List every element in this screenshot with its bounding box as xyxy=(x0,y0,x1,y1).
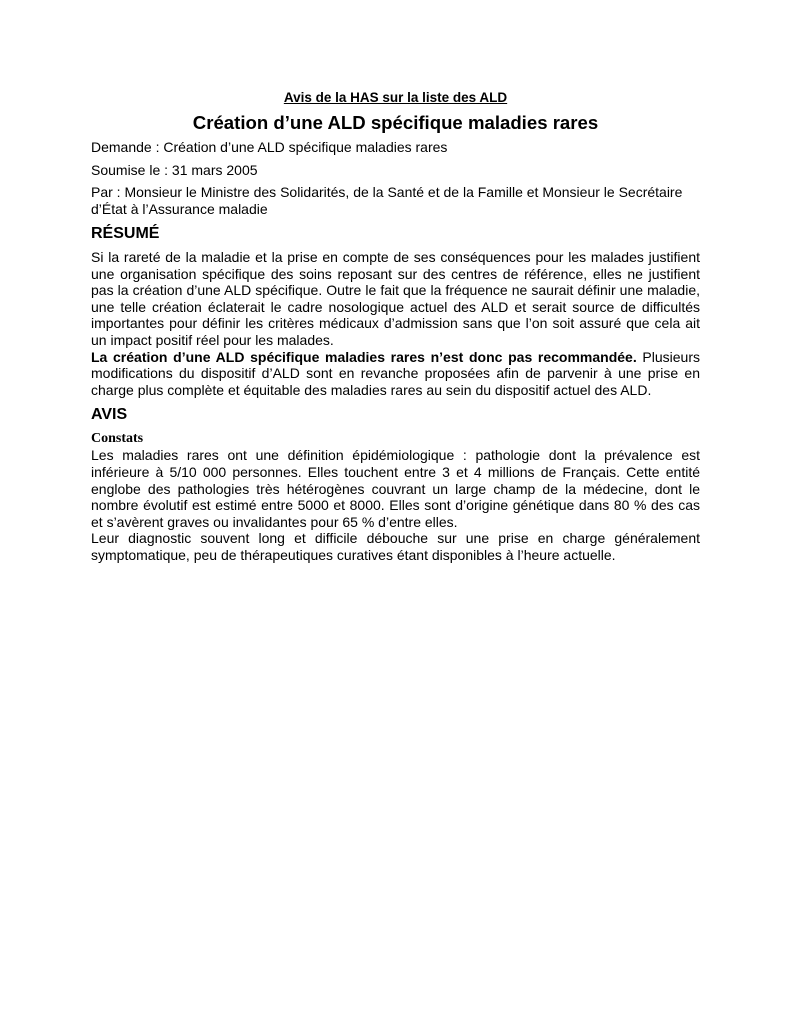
resume-paragraph-2 xyxy=(91,349,700,399)
resume-heading: RÉSUMÉ xyxy=(91,225,160,242)
document-title: Création d’une ALD spécifique maladies rares xyxy=(192,112,599,133)
meta-soumise: Soumise le : 31 mars 2005 xyxy=(91,161,258,178)
document-page xyxy=(91,88,700,564)
avis-paragraph-2: Leur diagnostic souvent long et difficile débouche sur une prise en charge généralement symptomatique, peu de thérapeutiques curatives étant disponibles à l’heure actuelle. xyxy=(91,530,700,563)
resume-recommendation: La création d’une ALD spécifique maladies rares n’est donc pas recommandée. xyxy=(91,348,637,365)
avis-paragraph-1: Les maladies rares ont une définition épidémiologique : pathologie dont la prévalence est inférieure à 5/10 000 personnes. Elles touchent entre 3 et 4 millions de Français. Cette entité englobe des pathologies très hétérogènes couvrant un large champ de la médecine, dont le nombre évolutif est estimé entre 5000 et 8000. Elles sont d’origine génétique dans 80 % des cas et s’avèrent graves ou invalidantes pour 65 % d’entre elles. xyxy=(91,447,700,530)
meta-demande: Demande : Création d’une ALD spécifique maladies rares xyxy=(91,139,448,155)
resume-paragraph-2-rest: Plusieurs modifications du dispositif d’ALD sont en revanche proposées afin de parvenir à une prise en charge plus complète et équitable des maladies rares au sein du dispositif actuel des ALD. xyxy=(91,348,700,398)
resume-paragraph-1: Si la rareté de la maladie et la prise en compte de ses conséquences pour les malades justifient une organisation spécifique des soins reposant sur des centres de référence, elles ne justifient pas la création d’une ALD spécifique. Outre le fait que la fréquence ne saurait définir une maladie, une telle création éclaterait le cadre nosologique actuel des ALD et serait source de difficultés importantes pour définir les critères médicaux d’admission sans que l’on soit assuré que cela ait un impact positif réel pour les malades. xyxy=(91,249,700,348)
document-header: Avis de la HAS sur la liste des ALD xyxy=(283,90,508,105)
avis-heading: AVIS xyxy=(91,406,128,424)
meta-par: Par : Monsieur le Ministre des Solidarités, de la Santé et de la Famille et Monsieur le Secrétaire d’État à l’Assurance maladie xyxy=(91,184,683,217)
constats-subheading: Constats xyxy=(91,431,144,447)
